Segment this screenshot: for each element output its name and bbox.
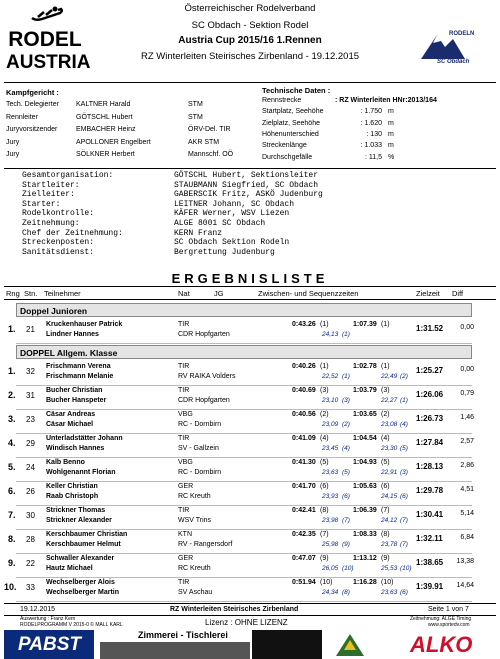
col-jg: JG [214, 289, 224, 298]
result-split-1: 0:41.30 [292, 459, 316, 466]
result-sequence-2-rank: (10) [400, 565, 412, 572]
result-rank: 5. [8, 462, 16, 472]
logo-text-austria: AUSTRIA [6, 52, 91, 73]
result-sequence-2-rank: (6) [400, 493, 408, 500]
result-sequence-2: 22,91 [381, 469, 398, 476]
result-start-number: 31 [26, 391, 35, 400]
result-sequence-1-rank: (10) [342, 565, 354, 572]
result-diff: 0,00 [460, 366, 474, 373]
result-athlete-2: Lindner Hannes [46, 331, 99, 338]
sponsor-alko-text: ALKO [410, 632, 473, 657]
result-final-time: 1:26.06 [416, 390, 444, 399]
tech-value: : 11,5 [365, 153, 382, 161]
sponsor-alko [400, 630, 496, 659]
result-split-2-rank: (2) [381, 411, 390, 418]
header-venue: RZ Winterleiten Steirisches Zirbenland - 19.12.2015 [140, 51, 360, 62]
result-athlete-2: Frischmann Melanie [46, 373, 114, 380]
result-split-2-rank: (9) [381, 555, 390, 562]
result-sequence-1-rank: (3) [342, 397, 350, 404]
result-sequence-2-rank: (7) [400, 517, 408, 524]
table-row [0, 320, 500, 344]
result-split-2-rank: (6) [381, 483, 390, 490]
result-nation: TIR [178, 387, 190, 394]
tech-label: Zielplatz, Seehöhe [262, 119, 320, 127]
result-club: RC Kreuth [178, 565, 211, 572]
result-sequence-1: 25,98 [322, 541, 339, 548]
result-nation: TIR [178, 435, 190, 442]
result-athlete-1: Bucher Christian [46, 387, 103, 394]
col-zwischen: Zwischen- und Sequenzzeiten [258, 289, 359, 298]
result-split-1-rank: (8) [320, 507, 329, 514]
table-row [0, 434, 500, 458]
jury-org: AKR STM [188, 138, 220, 146]
result-athlete-2: Strickner Alexander [46, 517, 112, 524]
table-row [0, 362, 500, 386]
col-teilnehmer: Teilnehmer [44, 289, 81, 298]
tech-label: Durchschgefälle [262, 153, 313, 161]
footer-zeitnehmung: Zeitnehmung: ALGE Timing [410, 616, 472, 622]
result-sequence-2: 23,78 [381, 541, 398, 548]
official-label: Zeitnehmung: [22, 219, 80, 228]
tech-label: Startplatz, Seehöhe [262, 108, 324, 116]
sc-obdach-logo [415, 25, 481, 69]
result-sequence-2-rank: (3) [400, 469, 408, 476]
result-athlete-2: Wechselberger Martin [46, 589, 120, 596]
logo-right-club: SC Obdach [437, 59, 470, 65]
section-header: Doppel Junioren [16, 303, 472, 317]
result-split-1-rank: (1) [320, 321, 329, 328]
official-label: Startleiter: [22, 180, 80, 190]
result-final-time: 1:30.41 [416, 510, 444, 519]
result-start-number: 28 [26, 535, 35, 544]
result-athlete-1: Cäsar Andreas [46, 411, 96, 418]
sponsor-black-banner [252, 630, 322, 659]
footer-web: www.sportedv.com [428, 622, 470, 628]
official-value: LEITNER Johann, SC Obdach [174, 199, 295, 209]
result-sequence-2-rank: (5) [400, 445, 408, 452]
jury-role: Juryvorsitzender [6, 126, 58, 133]
result-split-1-rank: (6) [320, 483, 329, 490]
jury-name: SÖLKNER Herbert [76, 151, 135, 158]
official-label: Starter: [22, 199, 61, 209]
result-athlete-2: Cäsar Michael [46, 421, 94, 428]
result-split-1: 0:47.07 [292, 555, 316, 562]
result-sequence-1: 23,63 [322, 469, 339, 476]
result-split-2-rank: (1) [381, 363, 390, 370]
result-final-time: 1:28.13 [416, 462, 444, 471]
result-split-1-rank: (7) [320, 531, 329, 538]
section-header: DOPPEL Allgem. Klasse [16, 345, 472, 359]
result-start-number: 21 [26, 325, 35, 334]
official-label: Sanitätsdienst: [22, 247, 95, 257]
result-sequence-1-rank: (8) [342, 589, 350, 596]
result-split-1-rank: (4) [320, 435, 329, 442]
result-athlete-2: Raab Christoph [46, 493, 99, 500]
result-rank: 9. [8, 558, 16, 568]
result-sequence-1-rank: (7) [342, 517, 350, 524]
result-final-time: 1:39.91 [416, 582, 444, 591]
footer-page: Seite 1 von 7 [428, 606, 469, 613]
result-sequence-1: 22,52 [322, 373, 339, 380]
result-split-1-rank: (5) [320, 459, 329, 466]
result-sequence-1: 24,13 [322, 331, 339, 338]
jury-divider [4, 168, 496, 169]
result-athlete-1: Wechselberger Alois [46, 579, 115, 586]
result-split-2: 1:06.39 [353, 507, 377, 514]
result-athlete-1: Kerschbaumer Christian [46, 531, 128, 538]
table-row [0, 578, 500, 602]
result-diff: 1,46 [460, 414, 474, 421]
sponsor-zimmerei [100, 630, 250, 659]
result-sequence-1-rank: (4) [342, 445, 350, 452]
result-athlete-2: Windisch Hannes [46, 445, 105, 452]
official-label: Gesamtorganisation: [22, 171, 114, 180]
table-row [0, 530, 500, 554]
result-split-1: 0:41.09 [292, 435, 316, 442]
result-sequence-1-rank: (2) [342, 421, 350, 428]
result-split-1: 0:43.26 [292, 321, 316, 328]
result-split-2-rank: (3) [381, 387, 390, 394]
result-nation: VBG [178, 411, 193, 418]
tech-unit: % [388, 153, 395, 161]
result-split-1: 0:40.69 [292, 387, 316, 394]
jury-name: EMBACHER Heinz [76, 126, 136, 133]
table-row [0, 506, 500, 530]
result-split-1-rank: (2) [320, 411, 329, 418]
result-diff: 0,00 [460, 324, 474, 331]
header-divider [4, 82, 496, 83]
result-final-time: 1:38.65 [416, 558, 444, 567]
result-split-2: 1:16.28 [353, 579, 377, 586]
result-sequence-1: 23,45 [322, 445, 339, 452]
footer-auswertung: Auswertung : Franz Kern [20, 616, 76, 622]
official-label: Zielleiter: [22, 190, 75, 200]
result-nation: VBG [178, 459, 193, 466]
tech-unit: m [388, 130, 394, 138]
official-value: ALGE 8001 SC Obdach [174, 219, 266, 228]
tech-value: : 1.620 [360, 119, 382, 127]
result-split-2-rank: (10) [381, 579, 394, 586]
result-split-1-rank: (10) [320, 579, 333, 586]
result-athlete-2: Hautz Michael [46, 565, 93, 572]
table-row [0, 482, 500, 506]
tech-label: Streckenlänge [262, 142, 307, 150]
result-split-2-rank: (1) [381, 321, 390, 328]
result-sequence-1: 24,34 [322, 589, 339, 596]
result-nation: TIR [178, 507, 190, 514]
sponsor-emblem-icon [330, 630, 370, 659]
result-rank: 2. [8, 390, 16, 400]
result-nation: KTN [178, 531, 192, 538]
result-club: CDR Hopfgarten [178, 331, 230, 338]
tech-value: : 1.033 [360, 142, 382, 150]
header-race: Austria Cup 2015/16 1.Rennen [178, 35, 322, 46]
jury-org: Mannschf. OÖ [188, 151, 234, 158]
result-sequence-2: 25,53 [381, 565, 398, 572]
result-rank: 1. [8, 366, 16, 376]
result-rank: 1. [8, 324, 16, 334]
result-athlete-1: Frischmann Verena [46, 363, 111, 370]
result-sequence-2: 24,15 [381, 493, 398, 500]
tech-label: Höhenunterschied [262, 130, 319, 138]
logo-right-rodeln: RODELN [449, 31, 475, 37]
result-nation: TIR [178, 363, 190, 370]
result-sequence-2-rank: (7) [400, 541, 408, 548]
sponsor-pabst [4, 630, 94, 659]
tech-unit: m [388, 119, 394, 127]
result-split-1: 0:51.94 [292, 579, 316, 586]
result-split-2: 1:03.65 [353, 411, 377, 418]
result-athlete-1: Keller Christian [46, 483, 98, 490]
official-label: Rodelkontrolle: [22, 209, 95, 219]
results-title: ERGEBNISLISTE [171, 271, 329, 286]
sponsor-emblem [330, 630, 370, 659]
result-final-time: 1:25.27 [416, 366, 444, 375]
sponsor-zimmerei-band [100, 642, 250, 659]
sponsor-zimmerei-text: Zimmerei - Tischlerei [138, 630, 228, 640]
footer-programm: RODELPROGRAMM V 2015-0 © MALL KARL [20, 622, 123, 628]
result-split-1: 0:42.35 [292, 531, 316, 538]
result-athlete-1: Schwaller Alexander [46, 555, 115, 562]
result-split-1: 0:42.41 [292, 507, 316, 514]
result-split-2: 1:03.79 [353, 387, 377, 394]
result-club: RV RAIKA Volders [178, 373, 236, 380]
tech-value: : 1.750 [360, 108, 382, 116]
result-club: CDR Hopfgarten [178, 397, 230, 404]
result-rank: 8. [8, 534, 16, 544]
result-nation: TIR [178, 321, 190, 328]
result-athlete-1: Unterladstätter Johann [46, 435, 123, 442]
result-diff: 13,38 [456, 558, 474, 565]
result-sequence-2-rank: (4) [400, 421, 408, 428]
result-sequence-1: 23,09 [322, 421, 339, 428]
table-row [0, 386, 500, 410]
result-club: RC - Dornbirn [178, 469, 222, 476]
result-split-2-rank: (4) [381, 435, 390, 442]
result-start-number: 32 [26, 367, 35, 376]
result-split-2: 1:08.33 [353, 531, 377, 538]
result-split-1-rank: (9) [320, 555, 329, 562]
logo-text-rodel: RODEL [8, 28, 82, 51]
jury-org: STM [188, 113, 203, 121]
header-federation: Österreichischer Rodelverband [184, 3, 316, 14]
result-final-time: 1:27.84 [416, 438, 444, 447]
col-rng: Rng [6, 289, 20, 298]
column-header-top-rule [4, 286, 496, 287]
official-value: GÖTSCHL Hubert, Sektionsleiter [174, 171, 319, 180]
footer-rule [4, 603, 496, 604]
result-split-2-rank: (7) [381, 507, 390, 514]
jury-role: Jury [6, 151, 20, 158]
tech-value: : RZ Winterleiten HNr:2013/164 [335, 97, 437, 104]
official-value: KERN Franz [174, 228, 223, 238]
result-split-2: 1:05.63 [353, 483, 377, 490]
result-diff: 4,51 [460, 486, 474, 493]
row-divider [16, 601, 472, 602]
result-sequence-2: 23,63 [381, 589, 398, 596]
result-sequence-1: 23,93 [322, 493, 339, 500]
jury-name: KALTNER Harald [76, 101, 131, 108]
result-club: RV - Rangersdorf [178, 541, 233, 548]
tech-value: : 130 [366, 130, 382, 138]
result-sequence-1-rank: (5) [342, 469, 350, 476]
result-sequence-1: 23,98 [322, 517, 339, 524]
header-club: SC Obdach - Sektion Rodel [191, 20, 309, 31]
result-athlete-1: Kruckenhauser Patrick [46, 321, 123, 328]
result-sequence-1-rank: (6) [342, 493, 350, 500]
result-sequence-2: 24,12 [381, 517, 398, 524]
result-sequence-1: 23,10 [322, 397, 339, 404]
result-split-1: 0:40.56 [292, 411, 316, 418]
result-split-2: 1:13.12 [353, 555, 377, 562]
result-sequence-1: 26,05 [322, 565, 339, 572]
result-start-number: 26 [26, 487, 35, 496]
result-final-time: 1:31.52 [416, 324, 444, 333]
official-value: STAUBMANN Siegfried, SC Obdach [174, 180, 319, 190]
official-label: Streckenposten: [22, 238, 95, 248]
official-value: Bergrettung Judenburg [174, 247, 275, 257]
jury-role: Jury [6, 138, 20, 146]
result-club: SV Aschau [178, 589, 213, 596]
column-header-bottom-rule [4, 299, 496, 300]
result-sequence-1-rank: (1) [342, 331, 350, 338]
table-row [0, 410, 500, 434]
tech-title: Technische Daten : [262, 86, 331, 95]
result-start-number: 22 [26, 559, 35, 568]
sled-icon [30, 6, 64, 22]
col-nat: Nat [178, 289, 190, 298]
official-value: GABERSCIK Fritz, ASKÖ Judenburg [174, 190, 323, 200]
result-rank: 6. [8, 486, 16, 496]
official-label: Chef der Zeitnehmung: [22, 228, 123, 238]
result-athlete-2: Wohlgenannt Florian [46, 469, 116, 476]
result-sequence-2-rank: (2) [400, 373, 408, 380]
result-final-time: 1:32.11 [416, 534, 443, 543]
result-split-2: 1:02.78 [353, 363, 377, 370]
jury-title: Kampfgericht : [6, 88, 59, 97]
result-sequence-2-rank: (1) [400, 397, 408, 404]
result-rank: 7. [8, 510, 16, 520]
jury-name: APOLLONER Engelbert [76, 138, 151, 146]
result-rank: 10. [4, 582, 17, 592]
result-club: WSV Trins [178, 517, 212, 524]
result-start-number: 29 [26, 439, 35, 448]
result-start-number: 24 [26, 463, 35, 472]
result-athlete-2: Bucher Hanspeter [46, 397, 107, 404]
result-start-number: 33 [26, 583, 35, 592]
result-club: SV - Gallzein [178, 445, 219, 452]
jury-org: ÖRV-Del. TIR [188, 126, 231, 133]
result-club: RC - Dornbirn [178, 421, 222, 428]
result-diff: 5,14 [460, 510, 474, 517]
result-nation: TIR [178, 579, 190, 586]
result-nation: GER [178, 483, 194, 490]
result-sequence-1-rank: (1) [342, 373, 350, 380]
result-athlete-1: Strickner Thomas [46, 507, 106, 514]
footer-lizenz: Lizenz : OHNE LIZENZ [205, 618, 288, 627]
col-stn: Stn. [24, 289, 38, 298]
result-sequence-2: 22,49 [381, 373, 398, 380]
result-sequence-2-rank: (6) [400, 589, 408, 596]
result-split-2-rank: (5) [381, 459, 390, 466]
result-split-1: 0:41.70 [292, 483, 316, 490]
col-zielzeit: Zielzeit [416, 289, 440, 298]
result-split-2: 1:07.39 [353, 321, 377, 328]
rodel-austria-logo [6, 6, 91, 76]
tech-label: Rennstrecke [262, 97, 302, 104]
jury-role: Tech. Delegierter [6, 101, 59, 108]
official-value: KÄFER Werner, WSV Liezen [174, 209, 290, 219]
result-split-1-rank: (3) [320, 387, 329, 394]
footer-place: RZ Winterleiten Steirisches Zirbenland [170, 606, 299, 613]
official-value: SC Obdach Sektion Rodeln [174, 238, 290, 248]
result-split-2: 1:04.93 [353, 459, 377, 466]
result-sequence-1-rank: (9) [342, 541, 350, 548]
jury-role: Rennleiter [6, 113, 38, 121]
footer-date: 19.12.2015 [20, 606, 56, 613]
result-sequence-2: 23,30 [381, 445, 398, 452]
result-nation: GER [178, 555, 194, 562]
result-diff: 2,86 [460, 462, 474, 469]
result-athlete-1: Kalb Benno [46, 459, 85, 466]
result-split-1-rank: (1) [320, 363, 329, 370]
table-row [0, 458, 500, 482]
result-split-2: 1:04.54 [353, 435, 377, 442]
jury-org: STM [188, 101, 203, 108]
result-start-number: 30 [26, 511, 35, 520]
result-final-time: 1:29.78 [416, 486, 444, 495]
result-club: RC Kreuth [178, 493, 211, 500]
result-sequence-2: 22,27 [381, 397, 398, 404]
result-split-2-rank: (8) [381, 531, 390, 538]
tech-unit: m [388, 108, 394, 116]
result-sequence-2: 23,08 [381, 421, 398, 428]
result-split-1: 0:40.26 [292, 363, 316, 370]
result-start-number: 23 [26, 415, 35, 424]
sponsor-pabst-text: PABST [18, 634, 81, 655]
result-diff: 0,79 [460, 390, 474, 397]
table-row [0, 554, 500, 578]
result-diff: 6,84 [460, 534, 474, 541]
jury-name: GÖTSCHL Hubert [76, 113, 133, 121]
result-diff: 14,64 [456, 582, 474, 589]
result-rank: 3. [8, 414, 16, 424]
tech-unit: m [388, 142, 394, 150]
result-diff: 2,57 [460, 438, 474, 445]
col-diff: Diff [452, 289, 464, 298]
row-divider [16, 343, 472, 344]
result-final-time: 1:26.73 [416, 414, 444, 423]
result-rank: 4. [8, 438, 16, 448]
result-athlete-2: Kerschbaumer Helmut [46, 541, 121, 548]
